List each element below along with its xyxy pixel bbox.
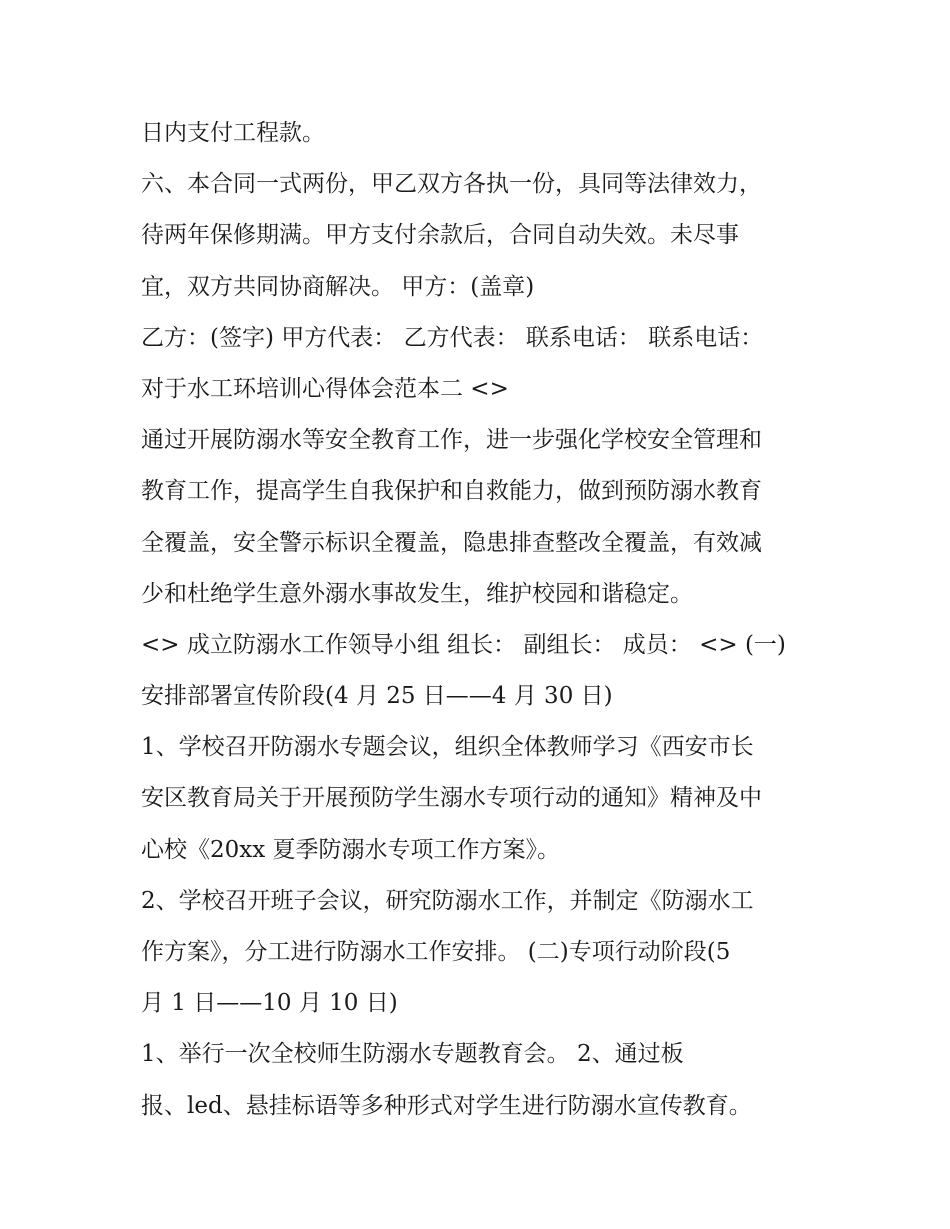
text-line: 教育工作，提高学生自我保护和自救能力，做到预防溺水教育 bbox=[141, 478, 762, 505]
text-line: 1、举行一次全校师生防溺水专题教育会。 2、通过板 bbox=[141, 1041, 684, 1068]
section-title: 对于水工环培训心得体会范本二 <> bbox=[141, 375, 509, 402]
text-line: 安区教育局关于开展预防学生溺水专项行动的通知》精神及中 bbox=[141, 785, 762, 812]
text-line: 报、led、悬挂标语等多种形式对学生进行防溺水宣传教育。 bbox=[141, 1092, 752, 1119]
text-line: 少和杜绝学生意外溺水事故发生，维护校园和谐稳定。 bbox=[141, 580, 693, 607]
text-line: 心校《20xx 夏季防溺水专项工作方案》。 bbox=[141, 836, 561, 863]
text-line: 月 1 日——10 月 10 日) bbox=[141, 990, 398, 1017]
text-line: 乙方：(签字) 甲方代表： 乙方代表： 联系电话： 联系电话： bbox=[141, 324, 764, 351]
text-line: <> 成立防溺水工作领导小组 组长： 副组长： 成员： <> (一) bbox=[141, 631, 786, 658]
text-line: 日内支付工程款。 bbox=[141, 120, 325, 146]
text-line: 2、学校召开班子会议，研究防溺水工作，并制定《防溺水工 bbox=[141, 887, 754, 914]
text-line: 作方案》，分工进行防溺水工作安排。 (二)专项行动阶段(5 bbox=[141, 939, 731, 965]
text-line: 六、本合同一式两份，甲乙双方各执一份，具同等法律效力， bbox=[141, 171, 762, 198]
text-line: 安排部署宣传阶段(4 月 25 日——4 月 30 日) bbox=[141, 683, 613, 710]
text-line: 1、学校召开防溺水专题会议，组织全体教师学习《西安市长 bbox=[141, 734, 754, 761]
document-body bbox=[141, 108, 831, 1132]
text-line: 待两年保修期满。甲方支付余款后，合同自动失效。未尽事 bbox=[141, 222, 739, 249]
text-line: 通过开展防溺水等安全教育工作，进一步强化学校安全管理和 bbox=[141, 427, 762, 454]
text-line: 全覆盖，安全警示标识全覆盖，隐患排查整改全覆盖，有效减 bbox=[141, 529, 762, 556]
text-line: 宜，双方共同协商解决。 甲方：(盖章) bbox=[141, 273, 535, 300]
